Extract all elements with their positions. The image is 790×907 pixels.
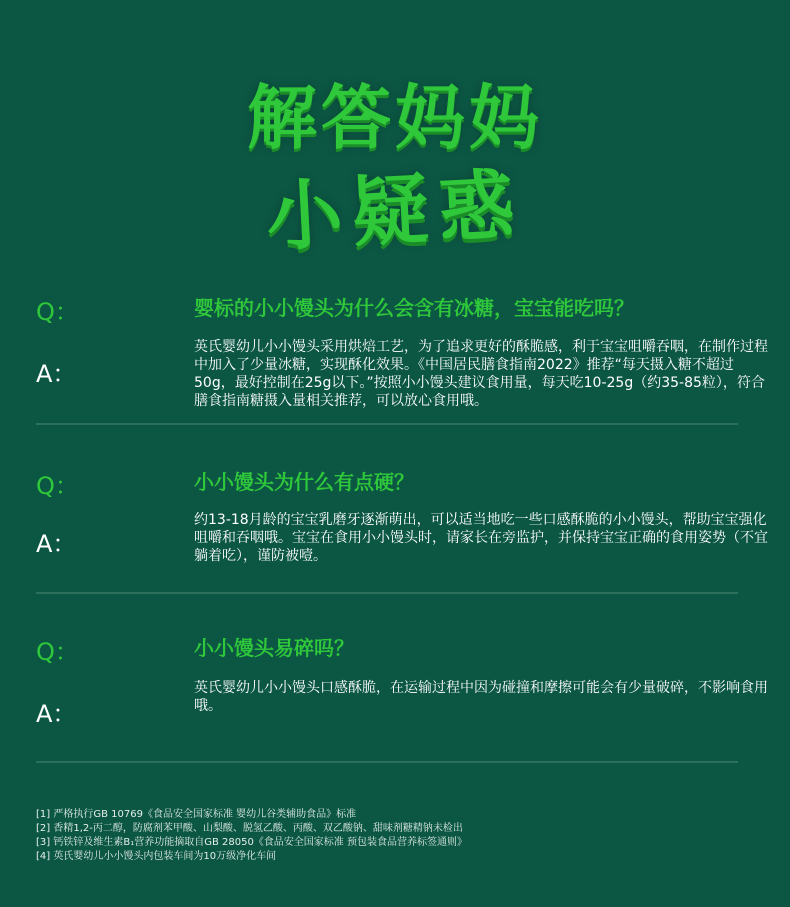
footnote: [1] 严格执行GB 10769《食品安全国家标准 婴幼儿谷类辅助食品》标准 xyxy=(36,809,357,820)
answer-label: A： xyxy=(36,530,77,558)
page-title: 解答妈妈 xyxy=(247,77,543,159)
answer-text: 英氏婴幼儿小小馒头采用烘焙工艺，为了追求更好的酥脆感，利于宝宝咀嚼吞咽，在制作过程中加入了少量冰糖，实现酥化效果。《中国居民膳食指南2022》推荐“每天摄入糖不超过50g，最好控制在25g以下。”按照小小馒头建议食用量，每天吃10-25g（约35-85粒），符合膳食指南糖摄入量相关推荐，可以放心食用哦。 xyxy=(194,339,768,409)
question-text: 婴标的小小馒头为什么会含有冰糖，宝宝能吃吗？ xyxy=(194,296,634,320)
footnote: [2] 香精1,2-丙二醇，防腐剂苯甲酸、山梨酸、脱氢乙酸、丙酸、双乙酸钠、甜味剂糖精钠未检出 xyxy=(36,823,463,834)
question-label: Q： xyxy=(36,298,79,326)
divider xyxy=(36,761,738,763)
question-text: 小小馒头为什么有点硬？ xyxy=(194,470,414,494)
question-label: Q： xyxy=(36,472,79,500)
divider xyxy=(36,592,738,594)
footnote: [4] 英氏婴幼儿小小馒头内包装车间为10万级净化车间 xyxy=(36,851,277,862)
answer-label: A： xyxy=(36,700,77,728)
divider xyxy=(36,423,738,425)
answer-label: A： xyxy=(36,360,77,388)
footnote: [3] 钙铁锌及维生素B₁营养功能摘取自GB 28050《食品安全国家标准 预包装食品营养标签通则》 xyxy=(36,837,467,848)
answer-text: 约13-18月龄的宝宝乳磨牙逐渐萌出，可以适当地吃一些口感酥脆的小小馒头，帮助宝宝强化咀嚼和吞咽哦。宝宝在食用小小馒头时，请家长在旁监护，并保持宝宝正确的食用姿势（不宜躺着吃），谨防被噎。 xyxy=(194,512,768,564)
footnotes xyxy=(36,808,467,864)
page-subtitle: 小疑惑 xyxy=(264,159,527,262)
question-label: Q： xyxy=(36,638,79,666)
question-text: 小小馒头易碎吗？ xyxy=(194,636,354,660)
answer-text: 英氏婴幼儿小小馒头口感酥脆，在运输过程中因为碰撞和摩擦可能会有少量破碎，不影响食用哦。 xyxy=(194,680,768,714)
